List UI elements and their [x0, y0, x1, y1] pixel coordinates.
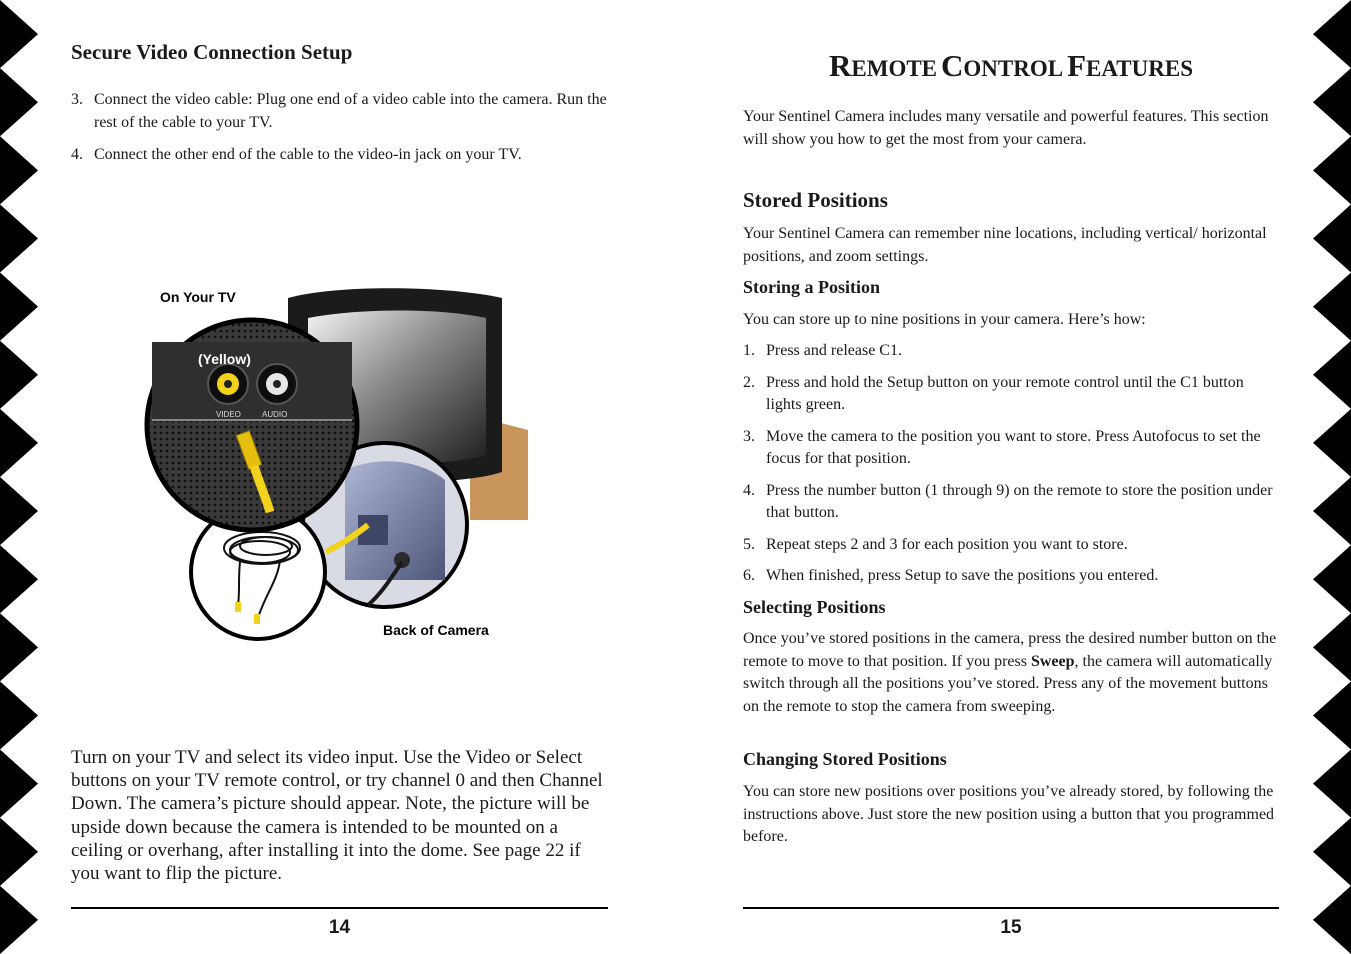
edge-triangle	[0, 818, 38, 886]
edge-triangle	[0, 613, 38, 681]
storing-steps-list	[743, 340, 1279, 588]
left-edge-triangles	[0, 0, 40, 954]
edge-triangle	[1313, 545, 1351, 613]
edge-triangle	[1313, 818, 1351, 886]
storing-step-2: 2. Press and hold the Setup button on your remote control until the C1 button lights green.	[743, 373, 1244, 413]
edge-triangle	[0, 273, 38, 341]
selecting-positions-text: Once you’ve stored positions in the camera, press the desired number button on the remote to move to that position. If you press Sweep, the camera will automatically switch through all the positions you’ve stored. Press any of the movement buttons on the remote to stop the camera from sweeping.	[743, 630, 1277, 715]
left-page-number: 14	[328, 917, 351, 938]
label-audio: AUDIO	[262, 410, 288, 419]
left-steps-list	[71, 89, 611, 167]
edge-triangle	[0, 545, 38, 613]
left-page-paragraph: Turn on your TV and select its video input. Use the Video or Select buttons on your TV remote control, or try channel 0 and then Channel Down. The camera’s picture should appear. Note, the picture will be upside down because the camera is intended to be mounted on a ceiling or overhang, after installing it into the dome. See page 22 if you want to flip the picture.	[71, 747, 603, 885]
edge-triangle	[0, 409, 38, 477]
edge-triangle	[1313, 409, 1351, 477]
right-intro: Your Sentinel Camera includes many versatile and powerful features. This section will show you how to get the most from your camera.	[743, 108, 1269, 148]
left-step-3: 3. Connect the video cable: Plug one end of a video cable into the camera. Run the rest of the cable to your TV.	[71, 91, 607, 131]
changing-positions-heading: Changing Stored Positions	[743, 749, 947, 769]
label-on-your-tv: On Your TV	[160, 289, 236, 305]
edge-triangle	[0, 477, 38, 545]
edge-triangle	[0, 136, 38, 204]
edge-triangle	[1313, 681, 1351, 749]
coil-plug-left	[235, 602, 241, 612]
edge-triangle	[1313, 273, 1351, 341]
edge-triangle	[1313, 0, 1351, 68]
storing-step-6: 6. When finished, press Setup to save the positions you entered.	[743, 567, 1159, 584]
edge-triangle	[0, 204, 38, 272]
edge-triangle	[0, 341, 38, 409]
tv-jack-panel	[152, 342, 352, 420]
edge-triangle	[1313, 613, 1351, 681]
label-video: VIDEO	[216, 410, 241, 419]
sweep-term: Sweep	[1030, 652, 1075, 670]
changing-positions-text: You can store new positions over positions you’ve already stored, by following the instructions above. Just store the new position using a button that you programmed before.	[743, 783, 1275, 845]
connection-diagram-image	[140, 280, 540, 650]
edge-triangle	[0, 68, 38, 136]
right-edge-triangles	[1311, 0, 1351, 954]
right-footer-rule	[743, 907, 1279, 909]
right-page-title: REMOTE CONTROL FEATURES	[829, 48, 1193, 83]
edge-triangle	[0, 886, 38, 954]
storing-step-5: 5. Repeat steps 2 and 3 for each position you want to store.	[743, 535, 1128, 553]
edge-triangle	[1313, 886, 1351, 954]
storing-step-3: 3. Move the camera to the position you want to store. Press Autofocus to set the focus for that position.	[743, 427, 1261, 467]
edge-triangle	[0, 681, 38, 749]
edge-triangle	[1313, 477, 1351, 545]
label-yellow: (Yellow)	[198, 351, 251, 367]
edge-triangle	[0, 0, 38, 68]
stored-positions-intro: Your Sentinel Camera can remember nine locations, including vertical/ horizontal positions, and zoom settings.	[743, 225, 1267, 265]
right-page-number: 15	[1000, 917, 1022, 938]
edge-triangle	[0, 750, 38, 818]
tv-camera-connection-illustration	[140, 280, 540, 650]
edge-triangle	[1313, 68, 1351, 136]
edge-triangle	[1313, 204, 1351, 272]
storing-position-intro: You can store up to nine positions in your camera. Here’s how:	[743, 311, 1146, 328]
coil-plug-right	[254, 614, 260, 624]
left-page-heading: Secure Video Connection Setup	[71, 40, 353, 64]
edge-triangle	[1313, 341, 1351, 409]
label-back-of-camera: Back of Camera	[383, 622, 489, 638]
edge-triangle	[1313, 750, 1351, 818]
left-step-4: 4. Connect the other end of the cable to the video-in jack on your TV.	[71, 146, 522, 163]
selecting-positions-heading: Selecting Positions	[743, 597, 886, 617]
stored-positions-heading: Stored Positions	[743, 188, 888, 212]
edge-triangle	[1313, 136, 1351, 204]
storing-position-heading: Storing a Position	[743, 277, 881, 297]
left-footer-rule	[71, 907, 608, 909]
storing-step-4: 4. Press the number button (1 through 9) on the remote to store the position under that button.	[743, 481, 1273, 521]
storing-step-1: 1. Press and release C1.	[743, 342, 902, 359]
